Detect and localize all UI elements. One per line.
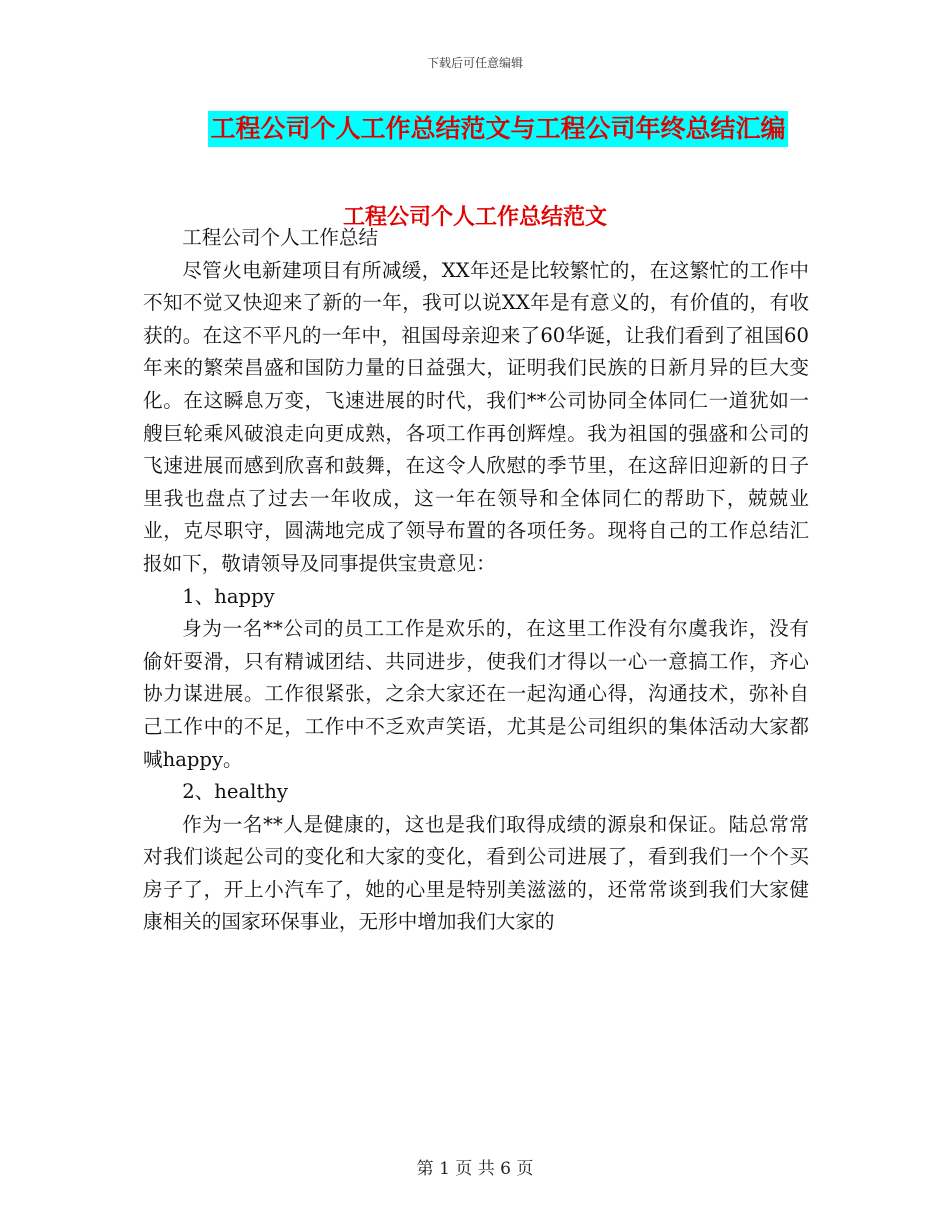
- main-title-wrap: [0, 111, 950, 147]
- paragraph-item-1-title: 1、happy: [182, 584, 275, 608]
- paragraph-item-1-body: 身为一名**公司的员工工作是欢乐的，在这里工作没有尔虞我诈，没有偷奸耍滑，只有精诚团结、共同进步，使我们才得以一心一意搞工作，齐心协力谋进展。工作很紧张，之余大家还在一起沟通心得，沟通技术，弥补自己工作中的不足，工作中不乏欢声笑语，尤其是公司组织的集体活动大家都喊happy。: [143, 617, 809, 771]
- paragraph-heading: 工程公司个人工作总结: [182, 226, 379, 249]
- page-number: 第 1 页 共 6 页: [416, 1159, 534, 1179]
- header-note: 下载后可任意编辑: [426, 56, 523, 70]
- paragraph-item-2-body: 作为一名**人是健康的，这也是我们取得成绩的源泉和保证。陆总常常对我们谈起公司的变化和大家的变化，看到公司进展了，看到我们一个个买房子了，开上小汽车了，她的心里是特别美滋滋的，还常常谈到我们大家健康相关的国家环保事业，无形中增加我们大家的: [143, 812, 809, 934]
- paragraph-item-2-title: 2、healthy: [182, 780, 288, 804]
- section-title: 工程公司个人工作总结范文: [342, 204, 607, 230]
- main-title: 工程公司个人工作总结范文与工程公司年终总结汇编: [208, 111, 787, 147]
- paragraph-intro: 尽管火电新建项目有所减缓，XX年还是比较繁忙的，在这繁忙的工作中不知不觉又快迎来了新的一年，我可以说XX年是有意义的，有价值的，有收获的。在这不平凡的一年中，祖国母亲迎来了60华诞，让我们看到了祖国60年来的繁荣昌盛和国防力量的日益强大，证明我们民族的日新月异的巨大变化。在这瞬息万变，飞速进展的时代，我们**公司协同全体同仁一道犹如一艘巨轮乘风破浪走向更成熟，各项工作再创辉煌。我为祖国的强盛和公司的飞速进展而感到欣喜和鼓舞，在这令人欣慰的季节里，在这辞旧迎新的日子里我也盘点了过去一年收成，这一年在领导和全体同仁的帮助下，兢兢业业，克尽职守，圆满地完成了领导布置的各项任务。现将自己的工作总结汇报如下，敬请领导及同事提供宝贵意见：: [143, 258, 809, 575]
- document-body: [143, 222, 809, 939]
